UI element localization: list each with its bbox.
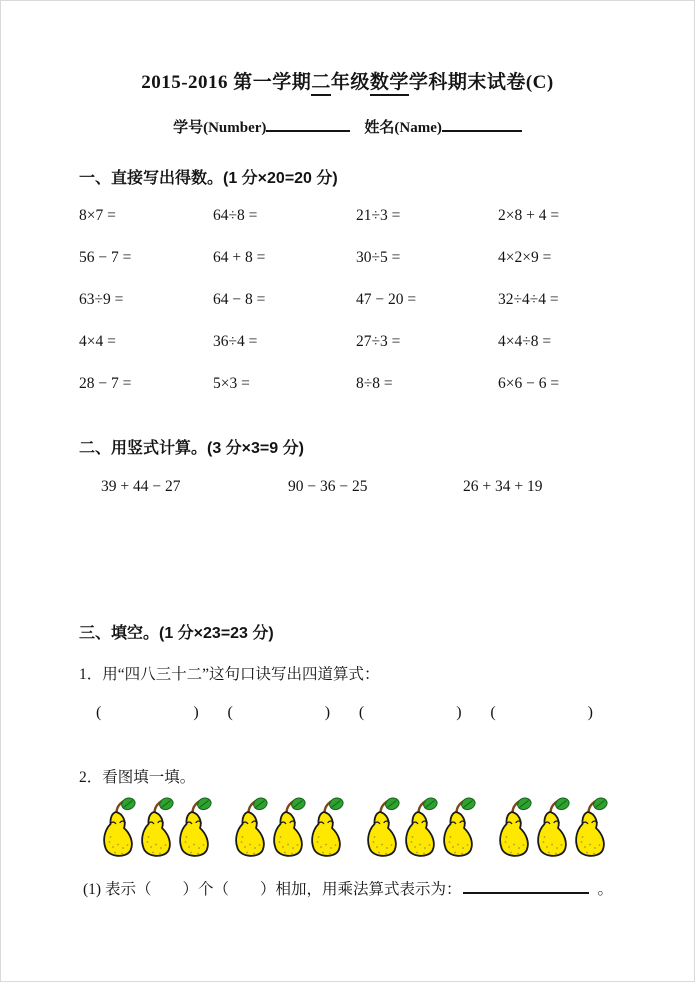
pear-icon [172, 796, 212, 862]
title-text: 年级 [330, 72, 370, 93]
answer-blanks-row [96, 704, 593, 722]
section2-problems [1, 478, 694, 502]
math-problem: 21÷3 = [356, 207, 401, 224]
pear-icon [96, 796, 136, 862]
number-blank-line [266, 116, 350, 132]
paren-close: ) [324, 704, 331, 721]
title-underlined-text: 二 [311, 72, 331, 96]
title-text: 学科期末试卷(C) [408, 72, 554, 93]
paren-close: ) [587, 704, 593, 721]
paren-open: ( [490, 704, 496, 721]
sub-question-1 [83, 877, 613, 899]
pear-illustration [96, 796, 606, 862]
title-underlined-text: 数学 [370, 72, 409, 96]
fill-blank-item-1: 1．用“四八三十二”这句口诀写出四道算式： [79, 666, 380, 683]
sub-question-1-text: (1) 表示（ ）个（ ）相加，用乘法算式表示为： [83, 881, 462, 898]
pear-icon [360, 796, 400, 862]
answer-line [463, 878, 589, 894]
pear-group [360, 796, 474, 862]
title-text: 2015-2016 第一学期 [141, 72, 312, 93]
pear-icon [492, 796, 532, 862]
answer-blank [227, 704, 330, 722]
name-blank-line [442, 116, 522, 132]
math-problem: 5×3 = [213, 375, 250, 392]
math-problem: 2×8 + 4 = [498, 207, 560, 224]
paren-open: ( [358, 704, 365, 721]
math-problem: 63÷9 = [79, 291, 124, 308]
section1-problem-grid [79, 195, 624, 405]
name-label: 姓名(Name) [364, 120, 442, 136]
pear-icon [530, 796, 570, 862]
pear-group [228, 796, 342, 862]
pear-icon [134, 796, 174, 862]
math-problem: 28 − 7 = [79, 375, 132, 392]
paren-open: ( [227, 704, 233, 721]
math-problem: 32÷4÷4 = [498, 291, 559, 308]
section1-heading: 一、直接写出得数。(1 分×20=20 分) [79, 170, 338, 187]
math-problem: 47 − 20 = [356, 291, 417, 308]
section2-heading: 二、用竖式计算。(3 分×3=9 分) [79, 440, 304, 457]
paren-open: ( [96, 704, 102, 721]
math-problem: 56 − 7 = [79, 249, 132, 266]
math-problem: 4×4 = [79, 333, 116, 350]
sub-question-1-period: 。 [597, 881, 613, 898]
answer-blank [359, 704, 462, 722]
pear-icon [568, 796, 608, 862]
math-problem: 6×6 − 6 = [498, 375, 560, 392]
math-problem: 27÷3 = [356, 333, 401, 350]
answer-blank [96, 704, 199, 722]
vertical-calc-problem: 39 + 44 − 27 [101, 478, 181, 495]
math-problem: 36÷4 = [213, 333, 258, 350]
pear-icon [228, 796, 268, 862]
math-problem: 8×7 = [79, 207, 116, 224]
fill-blank-item-2: 2．看图填一填。 [79, 769, 196, 786]
math-problem: 30÷5 = [356, 249, 401, 266]
vertical-calc-problem: 26 + 34 + 19 [463, 478, 543, 495]
student-info-line [1, 116, 694, 137]
pear-group [96, 796, 210, 862]
vertical-calc-problem: 90 − 36 − 25 [288, 478, 368, 495]
math-problem: 64 − 8 = [213, 291, 266, 308]
page-title [1, 67, 694, 94]
section3-heading: 三、填空。(1 分×23=23 分) [79, 625, 274, 642]
math-problem: 64÷8 = [213, 207, 258, 224]
math-problem: 8÷8 = [356, 375, 393, 392]
pear-icon [304, 796, 344, 862]
paren-close: ) [456, 704, 462, 721]
paren-close: ) [193, 704, 199, 721]
pear-icon [436, 796, 476, 862]
math-problem: 4×2×9 = [498, 249, 552, 266]
pear-group [492, 796, 606, 862]
number-label: 学号(Number) [173, 120, 267, 136]
answer-blank [490, 704, 593, 722]
math-problem: 64 + 8 = [213, 249, 266, 266]
pear-icon [398, 796, 438, 862]
math-problem: 4×4÷8 = [498, 333, 552, 350]
pear-icon [266, 796, 306, 862]
